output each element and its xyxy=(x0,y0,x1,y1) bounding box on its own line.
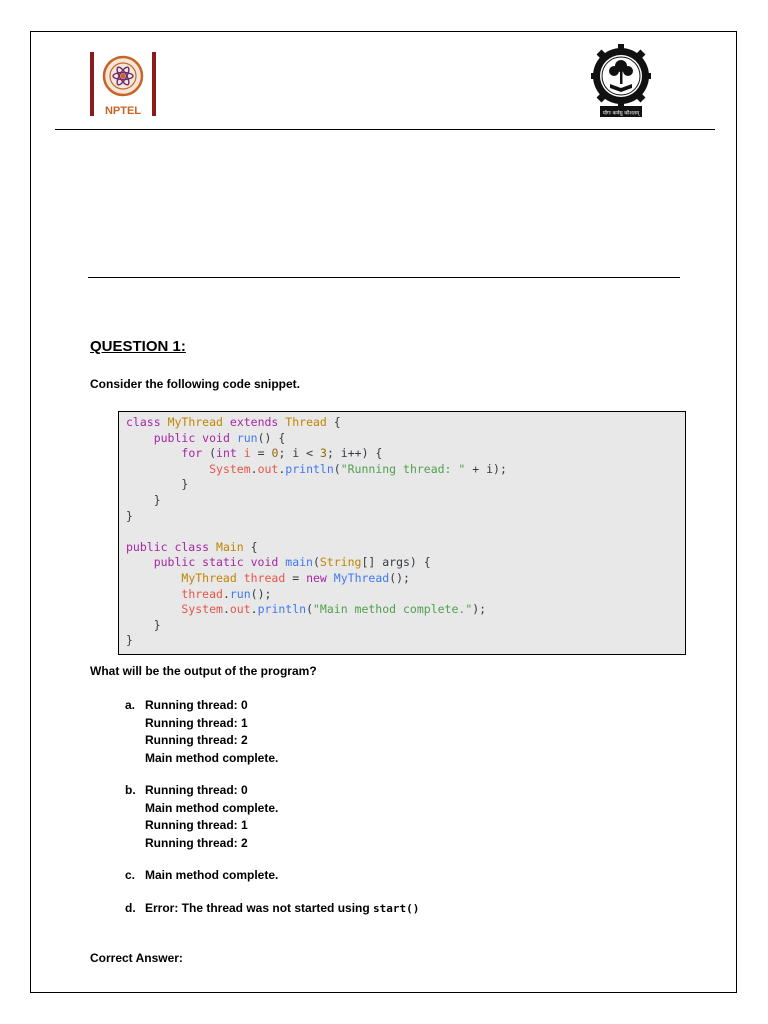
option-c[interactable] xyxy=(125,867,278,885)
code-snippet xyxy=(118,411,686,655)
option-line: Running thread: 2 xyxy=(145,733,248,747)
code-line: System.out.println("Main method complete."); xyxy=(181,602,487,617)
code-line: } xyxy=(126,508,133,523)
code-line: } xyxy=(126,492,161,507)
option-text: Error: The thread was not started using xyxy=(145,901,374,915)
option-d[interactable] xyxy=(125,900,419,918)
code-line: public class Main { xyxy=(126,539,258,554)
code-line: for (int i = 0; i < 3; i++) { xyxy=(181,446,383,461)
code-line: System.out.println("Running thread: " + i); xyxy=(209,461,507,476)
question-title: QUESTION 1: xyxy=(90,338,186,355)
option-letter: a. xyxy=(125,698,136,712)
question-prompt: What will be the output of the program? xyxy=(90,664,317,678)
option-line: Main method complete. xyxy=(145,800,279,815)
option-line: Running thread: 1 xyxy=(145,818,248,832)
option-a[interactable] xyxy=(125,697,278,767)
option-b[interactable] xyxy=(125,782,278,852)
code-line: public void run() { xyxy=(153,430,286,445)
option-code: start() xyxy=(373,902,420,915)
option-line: Running thread: 0 xyxy=(145,783,248,797)
option-letter: d. xyxy=(125,901,136,915)
nptel-logo-text: NPTEL xyxy=(104,105,142,117)
header-divider xyxy=(55,129,715,130)
option-line: Main method complete. xyxy=(145,750,279,765)
code-line: thread.run(); xyxy=(181,586,272,601)
section-divider xyxy=(88,277,680,278)
option-line: Running thread: 1 xyxy=(145,715,248,730)
option-line: Main method complete. xyxy=(145,868,279,882)
option-letter: c. xyxy=(125,868,136,882)
question-intro: Consider the following code snippet. xyxy=(90,377,301,391)
code-line: MyThread thread = new MyThread(); xyxy=(181,570,410,585)
option-line: Running thread: 2 xyxy=(145,835,248,850)
code-line xyxy=(126,524,685,540)
code-line: } xyxy=(126,477,189,492)
code-line: } xyxy=(126,633,133,648)
option-line: Running thread: 0 xyxy=(145,698,248,712)
code-line: public static void main(String[] args) { xyxy=(153,555,431,570)
option-letter: b. xyxy=(125,783,136,797)
code-line: } xyxy=(126,617,161,632)
iit-emblem-motto: योगः कर्मसु कौशलम् xyxy=(602,110,640,117)
correct-answer-label: Correct Answer: xyxy=(90,951,183,965)
code-line: class MyThread extends Thread { xyxy=(126,415,341,429)
nptel-logo xyxy=(90,50,158,120)
iit-emblem xyxy=(590,42,652,120)
